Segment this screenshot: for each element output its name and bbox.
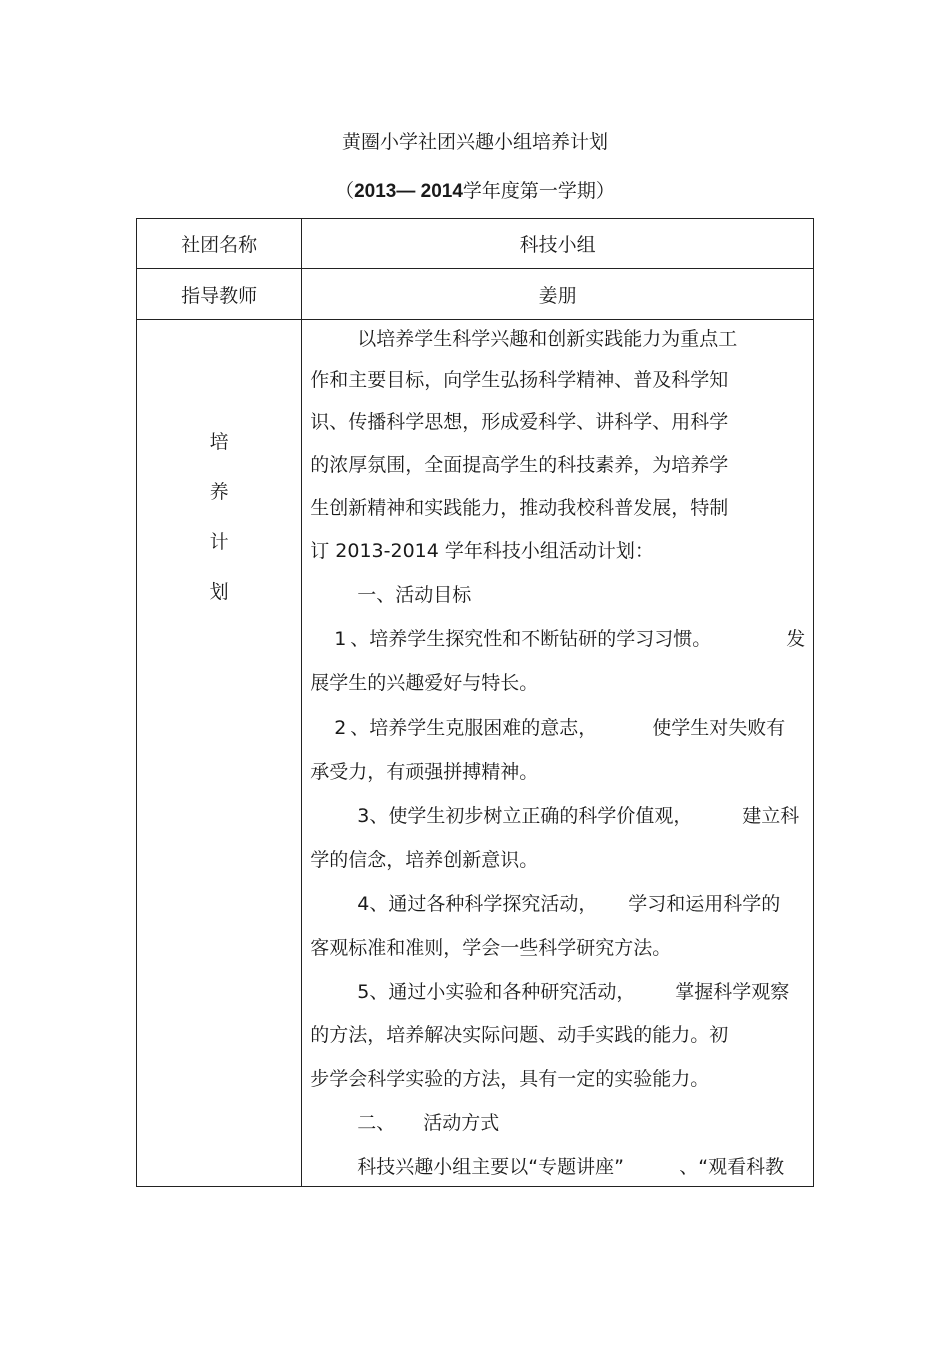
plan-text-line	[302, 845, 813, 875]
plan-text-line	[302, 801, 813, 831]
club-name-value: 科技小组	[302, 219, 814, 269]
plan-text-segment: 订 2013-2014 学年科技小组活动计划：	[310, 540, 654, 562]
plan-text-line	[302, 933, 813, 963]
plan-content-cell	[302, 320, 814, 1187]
plan-text-segment: 生创新精神和实践能力，推动我校科普发展，特制	[310, 497, 729, 519]
club-name-label: 社团名称	[137, 219, 302, 269]
plan-text-line	[302, 1152, 813, 1182]
plan-text-line	[302, 757, 813, 787]
plan-text-segment: 学的信念，培养创新意识。	[310, 849, 539, 871]
plan-text-segment: 科技兴趣小组主要以“专题讲座”	[357, 1156, 624, 1178]
plan-text-segment: 5、通过小实验和各种研究活动，	[357, 981, 636, 1003]
plan-text-segment: 一、活动目标	[357, 584, 472, 606]
plan-text-line	[302, 536, 813, 566]
plan-text-segment: 2	[334, 717, 347, 739]
table-row-teacher	[137, 269, 814, 320]
subtitle-open-paren: （	[335, 180, 355, 202]
table-row-club-name	[137, 219, 814, 269]
plan-text-line	[302, 713, 813, 743]
plan-text-segment: 以培养学生科学兴趣和创新实践能力为重点工	[357, 328, 738, 350]
plan-text-segment: 3、使学生初步树立正确的科学价值观，	[357, 805, 693, 827]
plan-text-segment: 展学生的兴趣爱好与特长。	[310, 672, 539, 694]
plan-text-segment: 的浓厚氛围，全面提高学生的科技素养，为培养学	[310, 454, 729, 476]
subtitle-term: 学年度第一学期）	[462, 180, 615, 202]
document-title: 黄圈小学社团兴趣小组培养计划	[341, 131, 608, 153]
plan-text-segment: 4、通过各种科学探究活动，	[357, 893, 598, 915]
plan-label-char: 计	[209, 531, 229, 553]
plan-label	[137, 320, 301, 628]
plan-text-line	[302, 493, 813, 523]
plan-text-segment: 建立科	[742, 805, 800, 827]
plan-content	[302, 320, 813, 1186]
plan-text-line	[302, 1020, 813, 1050]
plan-text-segment: 的方法，培养解决实际问题、动手实践的能力。初	[310, 1024, 729, 1046]
plan-text-line	[302, 407, 813, 437]
plan-text-segment: 客观标准和准则，学会一些科学研究方法。	[310, 937, 672, 959]
plan-text-segment: 作和主要目标，向学生弘扬科学精神、普及科学知	[310, 369, 729, 391]
plan-text-segment: 识、传播科学思想，形成爱科学、讲科学、用科学	[310, 411, 729, 433]
plan-text-line	[302, 668, 813, 698]
club-plan-table	[136, 218, 814, 1187]
plan-label-char: 划	[209, 581, 229, 603]
plan-text-segment: 、“观看科教	[679, 1156, 785, 1178]
plan-text-segment: 步学会科学实验的方法，具有一定的实验能力。	[310, 1068, 710, 1090]
plan-text-segment: 、培养学生探究性和不断钻研的学习习惯。	[350, 628, 712, 650]
plan-text-line	[302, 1064, 813, 1094]
plan-text-segment: 使学生对失败有	[652, 717, 786, 739]
document-subtitle	[0, 177, 950, 206]
plan-text-segment: 、培养学生克服困难的意志，	[350, 717, 598, 739]
plan-label-cell	[137, 320, 302, 1187]
plan-text-line	[302, 365, 813, 395]
plan-text-line	[302, 977, 813, 1007]
plan-label-char: 养	[209, 481, 229, 503]
plan-text-line	[302, 450, 813, 480]
plan-text-segment: 承受力，有顽强拼搏精神。	[310, 761, 539, 783]
plan-text-line	[302, 580, 813, 610]
plan-text-segment: 学习和运用科学的	[628, 893, 781, 915]
subtitle-years: 2013— 2014	[354, 181, 463, 202]
plan-text-line	[302, 624, 813, 654]
plan-text-line	[302, 324, 813, 354]
table-row-plan	[137, 320, 814, 1187]
plan-text-segment: 发	[786, 628, 806, 650]
teacher-value: 姜朋	[302, 269, 814, 320]
plan-label-char: 培	[209, 431, 229, 453]
plan-text-line	[302, 1108, 813, 1138]
plan-text-line	[302, 889, 813, 919]
plan-text-segment: 活动方式	[423, 1112, 500, 1134]
plan-text-segment: 1	[334, 628, 347, 650]
plan-text-segment: 二、	[357, 1112, 396, 1134]
teacher-label: 指导教师	[137, 269, 302, 320]
plan-text-segment: 掌握科学观察	[675, 981, 790, 1003]
